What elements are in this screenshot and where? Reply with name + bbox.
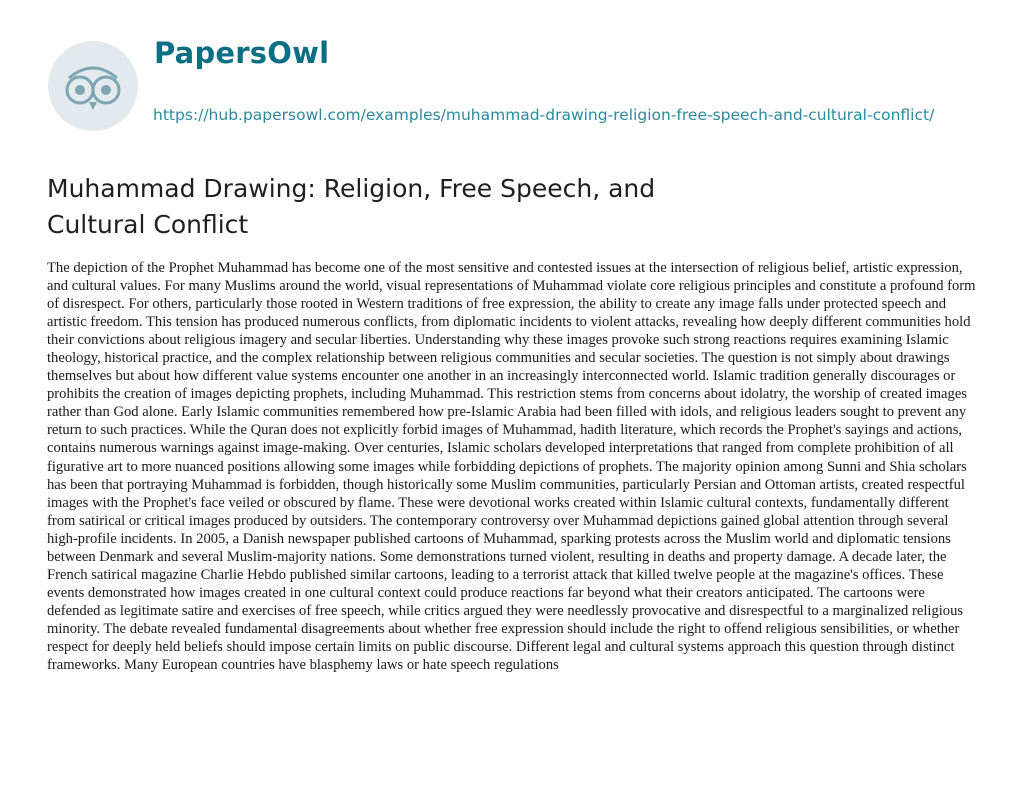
owl-logo-icon — [47, 40, 139, 132]
article-title: Muhammad Drawing: Religion, Free Speech, and Cultural Conflict — [47, 174, 656, 239]
source-url-link[interactable]: https://hub.papersowl.com/examples/muhammad-drawing-religion-free-speech-and-cultural-conflict/ — [153, 106, 935, 124]
document-header — [47, 36, 977, 156]
article-body: The depiction of the Prophet Muhammad has become one of the most sensitive and contested issues at the intersection of religious belief, artistic expression, and cultural values. For many Muslims around the world, visual representations of Muhammad violate core religious principles and constitute a profound form of disrespect. For others, particularly those rooted in Western traditions of free expression, the ability to create any image falls under protected speech and artistic freedom. This tension has produced numerous conflicts, from diplomatic incidents to violent attacks, revealing how deeply different communities hold their convictions about religious imagery and secular liberties. Understanding why these images provoke such strong reactions requires examining Islamic theology, historical practice, and the complex relationship between religious communities and secular societies. The question is not simply about drawings themselves but about how different value systems encounter one another in an increasingly interconnected world. Islamic tradition generally discourages or prohibits the creation of images depicting prophets, including Muhammad. This restriction stems from concerns about idolatry, the worship of created images rather than God alone. Early Islamic communities remembered how pre-Islamic Arabia had been filled with idols, and religious leaders sought to prevent any return to such practices. While the Quran does not explicitly forbid images of Muhammad, hadith literature, which records the Prophet's sayings and actions, contains numerous warnings against image-making. Over centuries, Islamic scholars developed interpretations that ranged from complete prohibition of all figurative art to more nuanced positions allowing some images while forbidding depictions of prophets. The majority opinion among Sunni and Shia scholars has been that portraying Muhammad is forbidden, though historically some Muslim communities, particularly Persian and Ottoman artists, created respectful images with the Prophet's face veiled or obscured by flame. These were devotional works created within Islamic cultural contexts, fundamentally different from satirical or critical images produced by outsiders. The contemporary controversy over Muhammad depictions gained global attention through several high-profile incidents. In 2005, a Danish newspaper published cartoons of Muhammad, sparking protests across the Muslim world and diplomatic tensions between Denmark and several Muslim-majority nations. Some demonstrations turned violent, resulting in deaths and property damage. A decade later, the French satirical magazine Charlie Hebdo published similar cartoons, leading to a terrorist attack that killed twelve people at the magazine's offices. These events demonstrated how images created in one cultural context could produce reactions far beyond what their creators anticipated. The cartoons were defended as legitimate satire and exercises of free speech, while critics argued they were needlessly provocative and disrespectful to a marginalized religious minority. The debate revealed fundamental disagreements about whether free expression should include the right to offend religious sensibilities, or whether respect for deeply held beliefs should impose certain limits on public discourse. Different legal and cultural systems approach this question through distinct frameworks. Many European countries have blasphemy laws or hate speech regulations — [47, 260, 976, 674]
brand-name[interactable]: PapersOwl — [154, 36, 330, 70]
